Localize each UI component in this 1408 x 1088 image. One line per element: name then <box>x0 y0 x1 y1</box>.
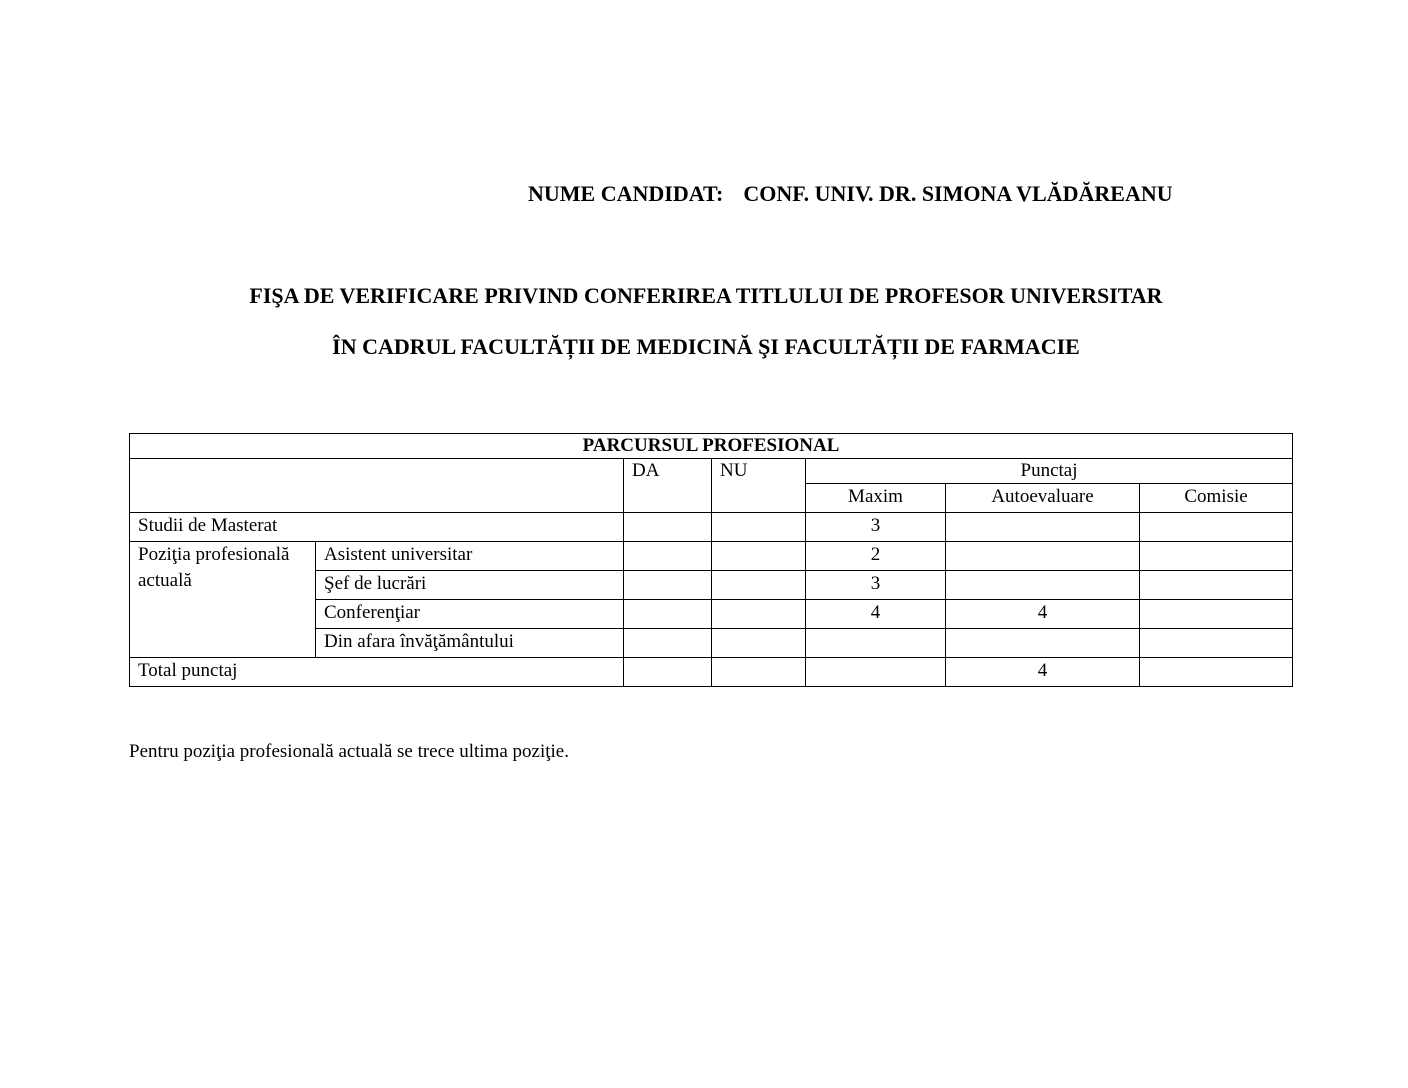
cell-da <box>624 542 712 571</box>
header-empty-cell <box>130 459 624 513</box>
cell-comisie <box>1140 513 1293 542</box>
form-title-line-2: ÎN CADRUL FACULTĂȚII DE MEDICINĂ ŞI FACULTĂȚII DE FARMACIE <box>332 334 1080 359</box>
row-label-pozitie: Şef de lucrări <box>316 571 624 600</box>
cell-comisie <box>1140 658 1293 687</box>
candidate-label: NUME CANDIDAT: <box>528 181 724 206</box>
cell-maxim: 4 <box>806 600 946 629</box>
cell-comisie <box>1140 629 1293 658</box>
cell-nu <box>712 542 806 571</box>
cell-da <box>624 571 712 600</box>
cell-da <box>624 658 712 687</box>
row-label-total: Total punctaj <box>130 658 624 687</box>
header-nu: NU <box>712 459 806 513</box>
cell-nu <box>712 600 806 629</box>
cell-comisie <box>1140 542 1293 571</box>
section-title: PARCURSUL PROFESIONAL <box>130 434 1293 459</box>
cell-comisie <box>1140 571 1293 600</box>
cell-autoevaluare <box>946 542 1140 571</box>
row-label-pozitie: Conferenţiar <box>316 600 624 629</box>
cell-autoevaluare <box>946 629 1140 658</box>
cell-maxim <box>806 629 946 658</box>
cell-autoevaluare <box>946 571 1140 600</box>
cell-maxim: 3 <box>806 513 946 542</box>
row-label-studii: Studii de Masterat <box>130 513 624 542</box>
parcurs-profesional-table <box>129 433 1293 687</box>
cell-nu <box>712 513 806 542</box>
header-da: DA <box>624 459 712 513</box>
cell-maxim: 2 <box>806 542 946 571</box>
cell-nu <box>712 571 806 600</box>
row-group-label-pozitia: Poziţia profesională actuală <box>130 542 316 658</box>
row-label-pozitie: Asistent universitar <box>316 542 624 571</box>
cell-da <box>624 600 712 629</box>
cell-da <box>624 629 712 658</box>
footnote: Pentru poziţia profesională actuală se trece ultima poziţie. <box>129 741 569 762</box>
candidate-name: CONF. UNIV. DR. SIMONA VLĂDĂREANU <box>743 181 1173 206</box>
form-title-line-1: FIŞA DE VERIFICARE PRIVIND CONFERIREA TITLULUI DE PROFESOR UNIVERSITAR <box>249 283 1163 308</box>
cell-comisie <box>1140 600 1293 629</box>
cell-autoevaluare: 4 <box>946 658 1140 687</box>
cell-maxim <box>806 658 946 687</box>
row-label-pozitie: Din afara învăţământului <box>316 629 624 658</box>
header-comisie: Comisie <box>1140 484 1293 513</box>
header-maxim: Maxim <box>806 484 946 513</box>
cell-nu <box>712 629 806 658</box>
cell-da <box>624 513 712 542</box>
cell-maxim: 3 <box>806 571 946 600</box>
header-punctaj: Punctaj <box>806 459 1293 484</box>
header-autoevaluare: Autoevaluare <box>946 484 1140 513</box>
cell-nu <box>712 658 806 687</box>
cell-autoevaluare: 4 <box>946 600 1140 629</box>
candidate-line <box>528 181 1173 207</box>
cell-autoevaluare <box>946 513 1140 542</box>
